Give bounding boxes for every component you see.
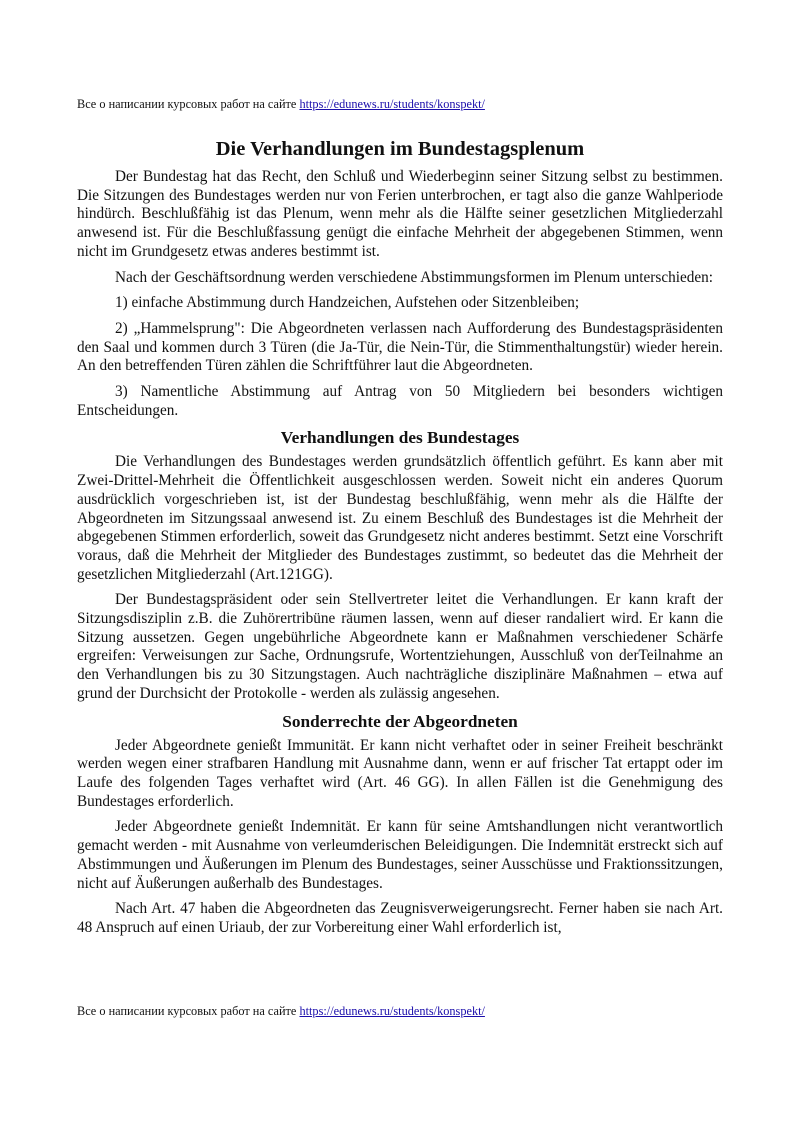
- section1-paragraph-2: Der Bundestagspräsident oder sein Stellvertreter leitet die Verhandlungen. Er kann kraft der Sitzungsdisziplin z.B. die Zuhörertribüne räumen lassen, wenn auf dieser randaliert wird. Er kann die Sitzung aussetzen. Gegen ungebührliche Abgeordnete kann er Maßnahmen verschiedener Schärfe ergreifen: Verweisungen zur Sache, Ordnungsrufe, Wortentziehungen, Ausschluß von derTeilnahme an den Verhandlungen bis zu 30 Sitzungstagen. Auch nachträgliche disziplinäre Maßnahmen – etwa auf grund der Durchsicht der Protokolle - werden als zulässig angesehen.: [77, 591, 723, 702]
- intro-paragraph-2: Nach der Geschäftsordnung werden verschiedene Abstimmungsformen im Plenum unterschieden:: [115, 268, 713, 286]
- footer-link[interactable]: https://edunews.ru/students/konspekt/: [299, 1004, 485, 1018]
- section2-paragraph-1: Jeder Abgeordnete genießt Immunität. Er kann nicht verhaftet oder in seiner Freiheit beschränkt werden wegen einer strafbaren Handlung mit Ausnahme dann, wenn er auf frischer Tat ertappt oder im Laufe des folgenden Tages verhaftet wird (Art. 46 GG). In allen Fällen ist die Genehmigung des Bundestages erforderlich.: [77, 736, 723, 810]
- section2-paragraph-3: Nach Art. 47 haben die Abgeordneten das Zeugnisverweigerungsrecht. Ferner haben sie nach Art. 48 Anspruch auf einen Uriaub, der zur Vorbereitung einer Wahl erforderlich ist,: [77, 900, 723, 936]
- voting-form-1: 1) einfache Abstimmung durch Handzeichen, Aufstehen oder Sitzenbleiben;: [115, 294, 580, 312]
- section-heading-verhandlungen: Verhandlungen des Bundestages: [280, 428, 520, 448]
- document-title: Die Verhandlungen im Bundestagsplenum: [215, 138, 585, 160]
- intro-paragraph-1: Der Bundestag hat das Recht, den Schluß und Wiederbeginn seiner Sitzung selbst zu bestimmen. Die Sitzungen des Bundestages werden nur von Ferien unterbrochen, er tagt also die ganze Wahlperiode hindürch. Beschlußfähig ist das Plenum, wenn mehr als die Hälfte seiner gesetzlichen Mitgliederzahl anwesend ist. Für die Beschlußfassung genügt die einfache Mehrheit der abgegebenen Stimmen, wenn nicht im Grundgesetz etwas anderes bestimmt ist.: [77, 168, 723, 260]
- section-heading-sonderrechte: Sonderrechte der Abgeordneten: [282, 711, 518, 731]
- voting-form-3: 3) Namentliche Abstimmung auf Antrag von 50 Mitgliedern bei besonders wichtigen Entscheidungen.: [77, 383, 723, 419]
- footer-note-text: Все о написании курсовых работ на сайте: [77, 1004, 300, 1018]
- document-body: [77, 137, 723, 945]
- header-link[interactable]: https://edunews.ru/students/konspekt/: [299, 97, 485, 111]
- header-note-text: Все о написании курсовых работ на сайте: [77, 97, 300, 111]
- voting-form-2: 2) „Hammelsprung": Die Abgeordneten verlassen nach Aufforderung des Bundestagspräsidenten den Saal und kommen durch 3 Türen (die Ja-Tür, die Nein-Tür, die Stimmenthaltungstür) wieder herein. An den betreffenden Türen zählen die Schriftführer laut die Abgeordneten.: [77, 319, 723, 375]
- section1-paragraph-1: Die Verhandlungen des Bundestages werden grundsätzlich öffentlich geführt. Es kann aber mit Zwei-Drittel-Mehrheit die Öffentlichkeit ausgeschlossen werden. Soweit nicht ein anderes Quorum ausdrücklich vorgeschrieben ist, ist der Bundestag beschlußfähig, wenn mehr als die Hälfte der Abgeordneten im Sitzungssaal anwesend ist. Zu einem Beschluß des Bundestages ist die Mehrheit der abgegebenen Stimmen erforderlich, soweit das Grundgesetz nicht anderes bestimmt. Setzt eine Vorschrift voraus, daß die Mehrheit der Mitglieder des Bundestages zustimmt, so bedeutet das die Mehrheit der gesetzlichen Mitgliederzahl (Art.121GG).: [77, 453, 723, 583]
- header-note: [77, 97, 485, 111]
- footer-note: [77, 1004, 485, 1018]
- section2-paragraph-2: Jeder Abgeordnete genießt Indemnität. Er kann für seine Amtshandlungen nicht verantwortlich gemacht werden - mit Ausnahme von verleumderischen Beleidigungen. Die Indemnität erstreckt sich auf Abstimmungen und Äußerungen im Plenum des Bundestages, seiner Ausschüsse und Fraktionssitzungen, nicht auf Äußerungen außerhalb des Bundestages.: [77, 818, 723, 892]
